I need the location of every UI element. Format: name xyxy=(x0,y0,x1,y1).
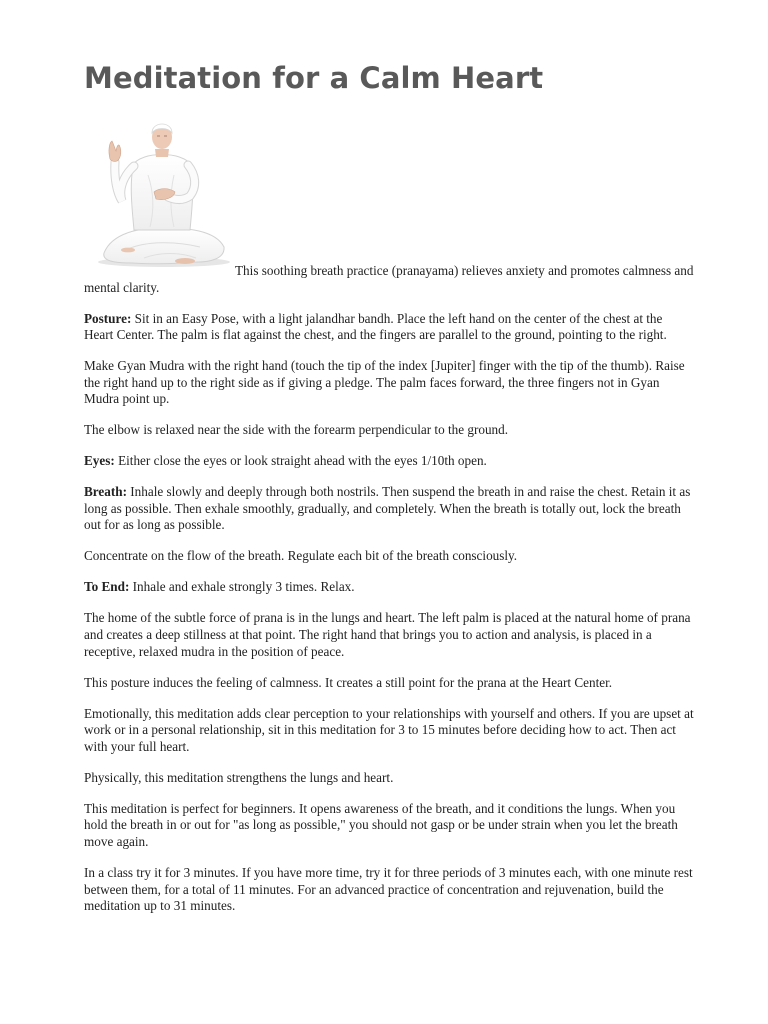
paragraph-emotionally xyxy=(84,706,694,756)
intro-paragraph: This soothing breath practice (pranayama) relieves anxiety and promotes calmness and mental clarity. xyxy=(84,263,694,295)
paragraph-text: Physically, this meditation strengthens the lungs and heart. xyxy=(84,769,394,785)
paragraph-text: This meditation is perfect for beginners. It opens awareness of the breath, and it conditions the lungs. When you hold the breath in or out for "as long as possible," you should not gasp or be under strain when you let the breath move again. xyxy=(84,800,678,849)
paragraph-text: Emotionally, this meditation adds clear perception to your relationships with yourself and others. If you are upset at work or in a personal relationship, sit in this meditation for 3 to 15 minutes before deciding how to act. Then act with your full heart. xyxy=(84,705,694,754)
paragraph-text: Inhale slowly and deeply through both nostrils. Then suspend the breath in and raise the chest. Retain it as long as possible. Then exhale smoothly, gradually, and completely. When the breath is totally out, lock the breath out for as long as possible. xyxy=(84,484,691,533)
paragraph-list xyxy=(84,311,694,915)
paragraph-text: The elbow is relaxed near the side with the forearm perpendicular to the ground. xyxy=(84,422,509,438)
paragraph-gyan-mudra xyxy=(84,358,694,408)
paragraph-physically xyxy=(84,770,694,787)
paragraph-eyes xyxy=(84,453,694,470)
paragraph-text: The home of the subtle force of prana is in the lungs and heart. The left palm is placed at the natural home of prana and creates a deep stillness at that point. The right hand that brings you to action and analysis, is placed in a receptive, relaxed mudra in the position of peace. xyxy=(84,610,691,659)
paragraph-text: Make Gyan Mudra with the right hand (touch the tip of the index [Jupiter] finger with the tip of the thumb). Raise the right hand up to the right side as if giving a pledge. The palm faces forward, the three fingers not in Gyan Mudra point up. xyxy=(84,358,685,407)
paragraph-concentrate xyxy=(84,548,694,565)
section-label: To End: xyxy=(84,579,130,595)
paragraph-text: This posture induces the feeling of calmness. It creates a still point for the prana at the Heart Center. xyxy=(84,674,613,690)
section-label: Posture: xyxy=(84,310,132,326)
meditation-pose-illustration xyxy=(84,113,234,269)
page-title: Meditation for a Calm Heart xyxy=(84,61,544,95)
paragraph-posture xyxy=(84,311,694,344)
paragraph-text: Either close the eyes or look straight ahead with the eyes 1/10th open. xyxy=(114,453,487,469)
paragraph-elbow xyxy=(84,422,694,439)
document-page xyxy=(84,0,694,915)
figure-container xyxy=(84,113,694,269)
paragraph-breath xyxy=(84,484,694,534)
paragraph-text: Concentrate on the flow of the breath. Regulate each bit of the breath consciously. xyxy=(84,548,518,564)
paragraph-beginners xyxy=(84,801,694,851)
paragraph-to-end xyxy=(84,579,694,596)
paragraph-calmness xyxy=(84,675,694,692)
paragraph-text: In a class try it for 3 minutes. If you have more time, try it for three periods of 3 minutes each, with one minute rest between them, for a total of 11 minutes. For an advanced practice of concentration and rejuvenation, build the meditation up to 31 minutes. xyxy=(84,864,693,914)
paragraph-text: Inhale and exhale strongly 3 times. Relax. xyxy=(129,579,355,595)
paragraph-text: Sit in an Easy Pose, with a light jalandhar bandh. Place the left hand on the center of the chest at the Heart Center. The palm is flat against the chest, and the fingers are parallel to the ground, pointing to the right. xyxy=(84,310,667,343)
paragraph-class xyxy=(84,865,694,915)
section-label: Breath: xyxy=(84,484,127,500)
paragraph-prana xyxy=(84,610,694,660)
section-label: Eyes: xyxy=(84,453,115,469)
